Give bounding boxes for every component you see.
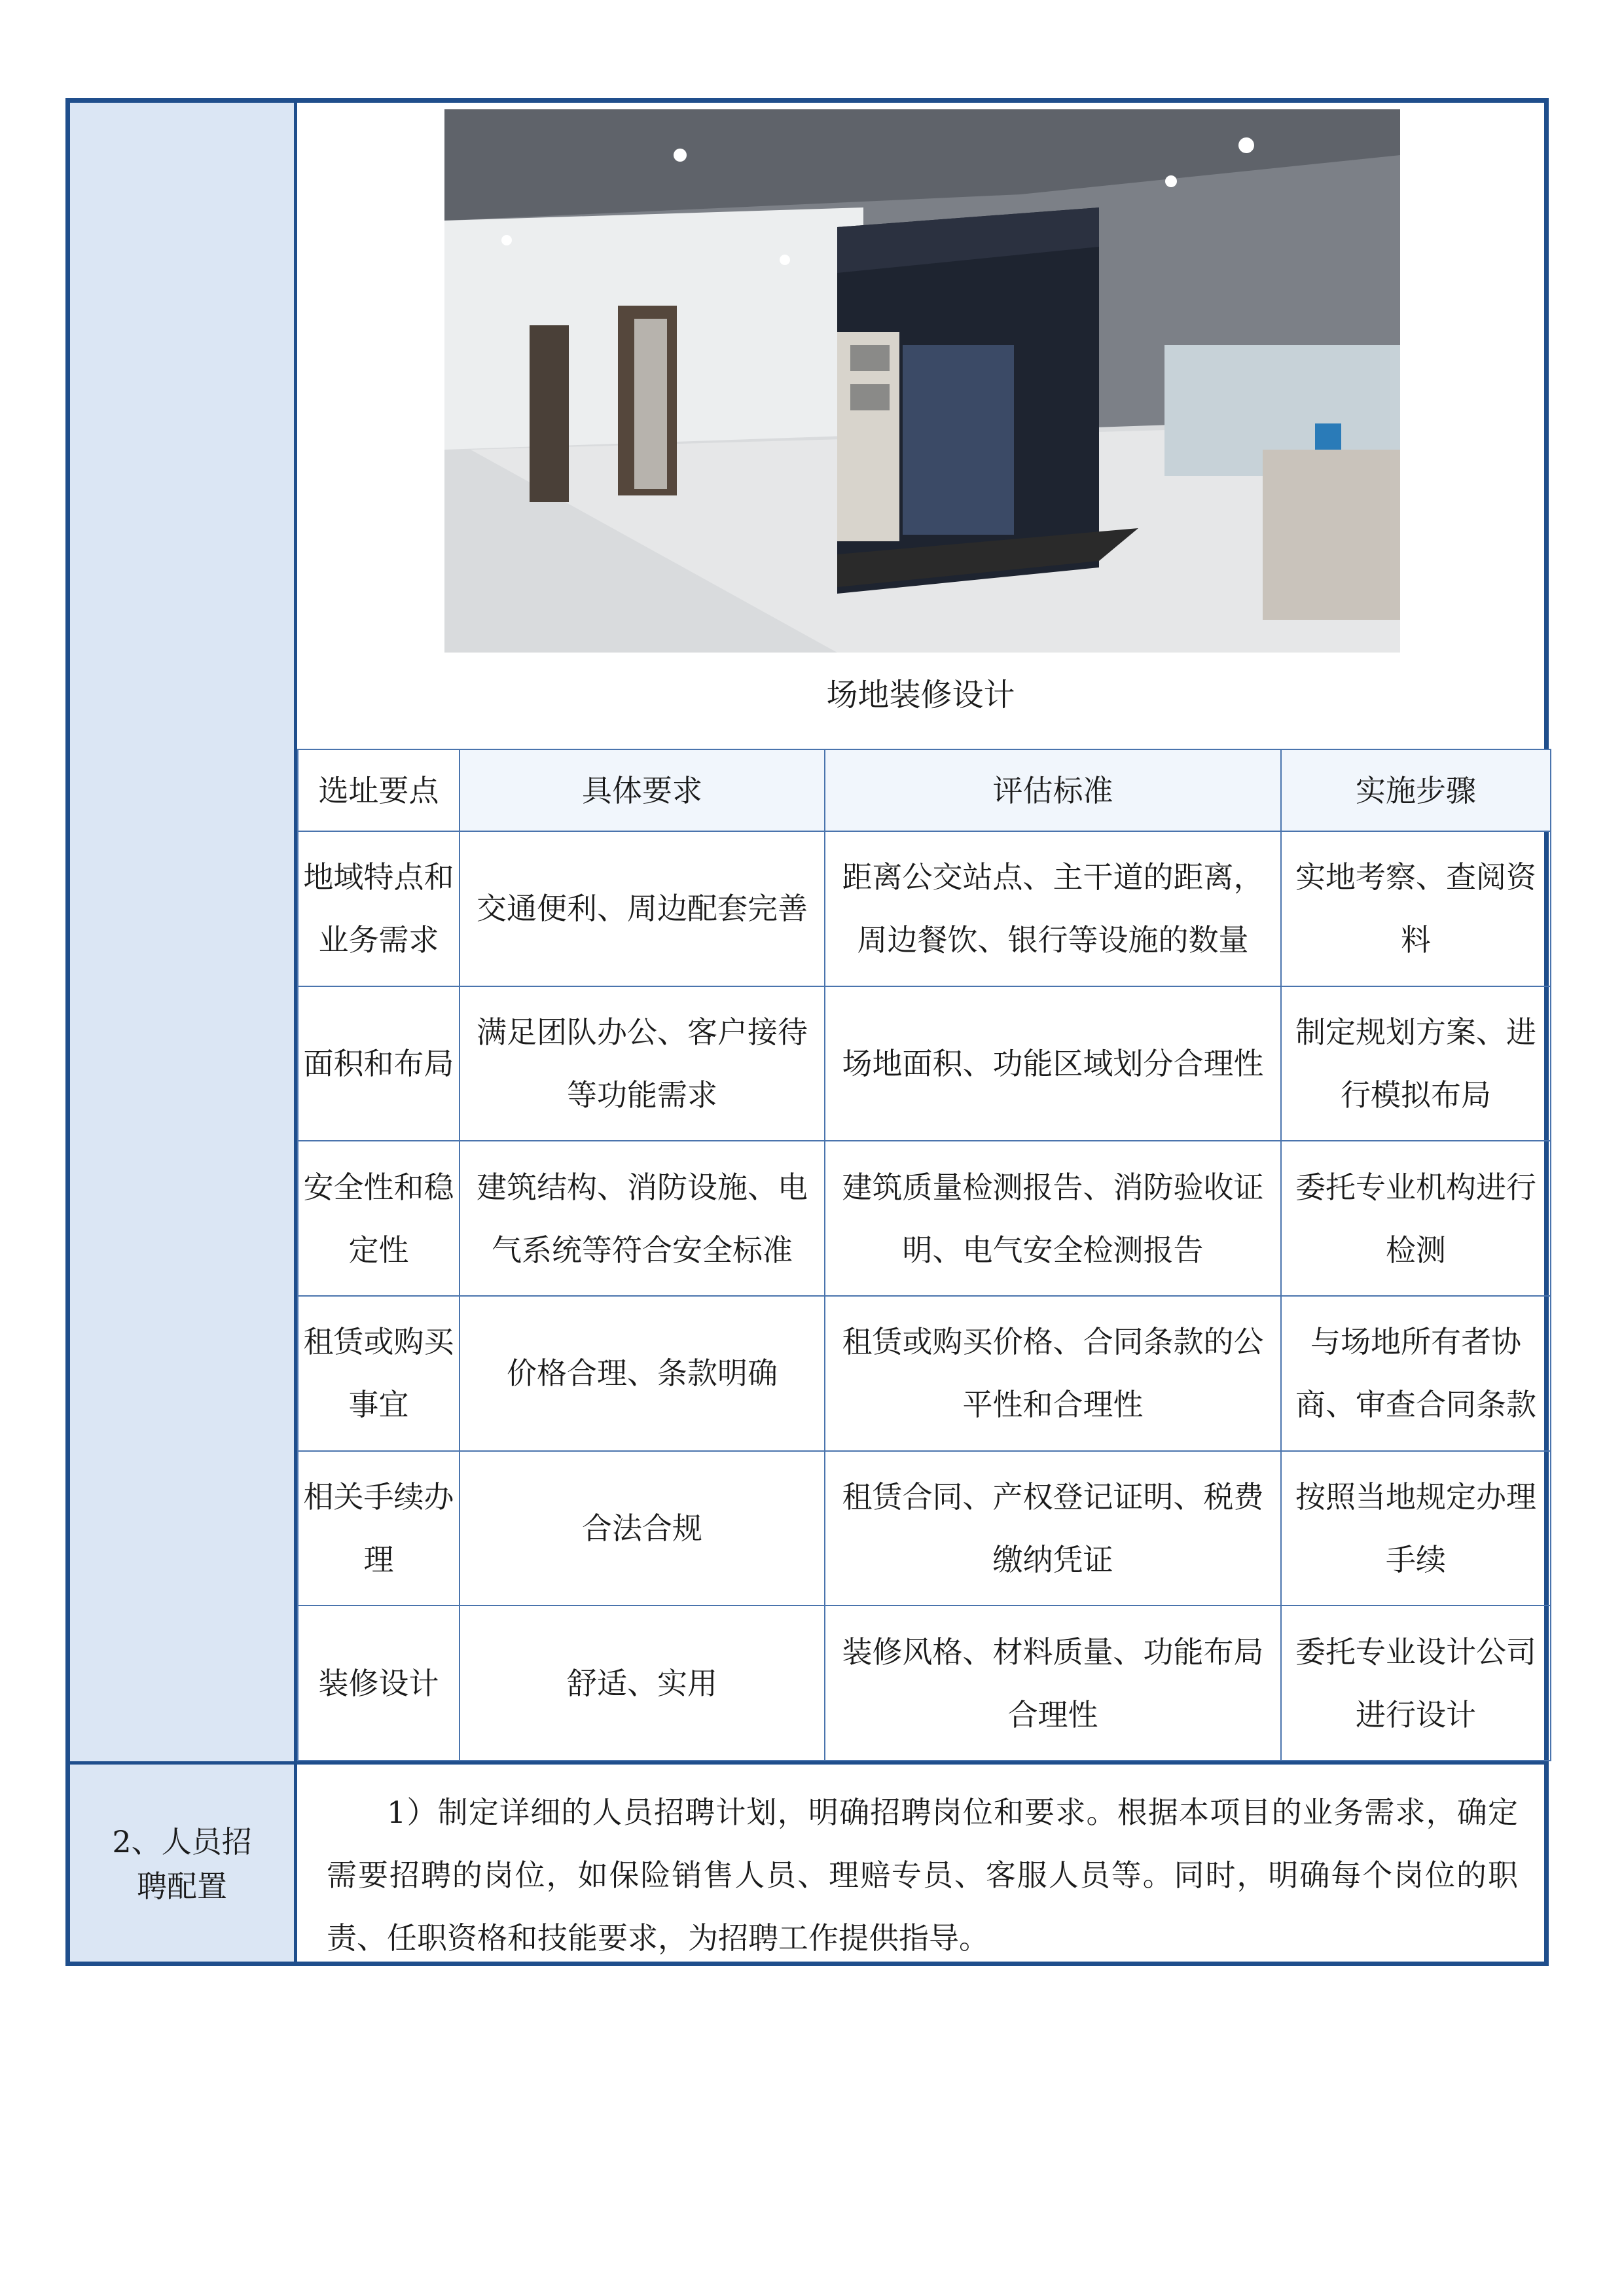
- section-2-label: [70, 1761, 294, 1966]
- table-cell: 租赁合同、产权登记证明、税费缴纳凭证: [825, 1451, 1281, 1606]
- photo-caption: 场地装修设计: [826, 677, 1015, 713]
- section-1-content: [297, 103, 1544, 1761]
- table-header-row: [298, 749, 1551, 831]
- header-cell: 具体要求: [460, 749, 825, 831]
- table-row: [298, 1141, 1551, 1296]
- section-2-label-text: 2、人员招聘配置: [112, 1823, 252, 1904]
- table-cell: 交通便利、周边配套完善: [460, 831, 825, 986]
- table-cell: 建筑质量检测报告、消防验收证明、电气安全检测报告: [825, 1141, 1281, 1296]
- content-frame: [65, 98, 1549, 1966]
- table-cell: 价格合理、条款明确: [460, 1296, 825, 1451]
- header-cell: 选址要点: [298, 749, 460, 831]
- table-cell: 面积和布局: [298, 986, 460, 1141]
- table-cell: 实地考察、查阅资料: [1281, 831, 1551, 986]
- table-cell: 舒适、实用: [460, 1605, 825, 1761]
- interior-photo-icon: [444, 109, 1400, 653]
- table-row: [298, 831, 1551, 986]
- office-interior-photo: [444, 109, 1400, 653]
- table-cell: 距离公交站点、主干道的距离，周边餐饮、银行等设施的数量: [825, 831, 1281, 986]
- section-2-paragraph: 1）制定详细的人员招聘计划，明确招聘岗位和要求。根据本项目的业务需求，确定需要招聘的岗位，如保险销售人员、理赔专员、客服人员等。同时，明确每个岗位的职责、任职资格和技能要求，为招聘工作提供指导。: [327, 1795, 1518, 1956]
- table-cell: 合法合规: [460, 1451, 825, 1606]
- table-cell: 装修设计: [298, 1605, 460, 1761]
- header-cell: 实施步骤: [1281, 749, 1551, 831]
- table-cell: 租赁或购买事宜: [298, 1296, 460, 1451]
- table-cell: 委托专业机构进行检测: [1281, 1141, 1551, 1296]
- table-cell: 租赁或购买价格、合同条款的公平性和合理性: [825, 1296, 1281, 1451]
- table-cell: 安全性和稳定性: [298, 1141, 460, 1296]
- table-cell: 场地面积、功能区域划分合理性: [825, 986, 1281, 1141]
- header-cell: 评估标准: [825, 749, 1281, 831]
- table-cell: 按照当地规定办理手续: [1281, 1451, 1551, 1606]
- table-cell: 满足团队办公、客户接待等功能需求: [460, 986, 825, 1141]
- table-cell: 相关手续办理: [298, 1451, 460, 1606]
- table-row: [298, 1605, 1551, 1761]
- table-row: [298, 986, 1551, 1141]
- table-cell: 委托专业设计公司进行设计: [1281, 1605, 1551, 1761]
- table-row: [298, 1451, 1551, 1606]
- site-selection-table: [297, 749, 1551, 1761]
- table-cell: 与场地所有者协商、审查合同条款: [1281, 1296, 1551, 1451]
- table-cell: 建筑结构、消防设施、电气系统等符合安全标准: [460, 1141, 825, 1296]
- left-label-column: [70, 103, 297, 1962]
- table-cell: 制定规划方案、进行模拟布局: [1281, 986, 1551, 1141]
- table-cell: 装修风格、材料质量、功能布局合理性: [825, 1605, 1281, 1761]
- table-row: [298, 1296, 1551, 1451]
- table-cell: 地域特点和业务需求: [298, 831, 460, 986]
